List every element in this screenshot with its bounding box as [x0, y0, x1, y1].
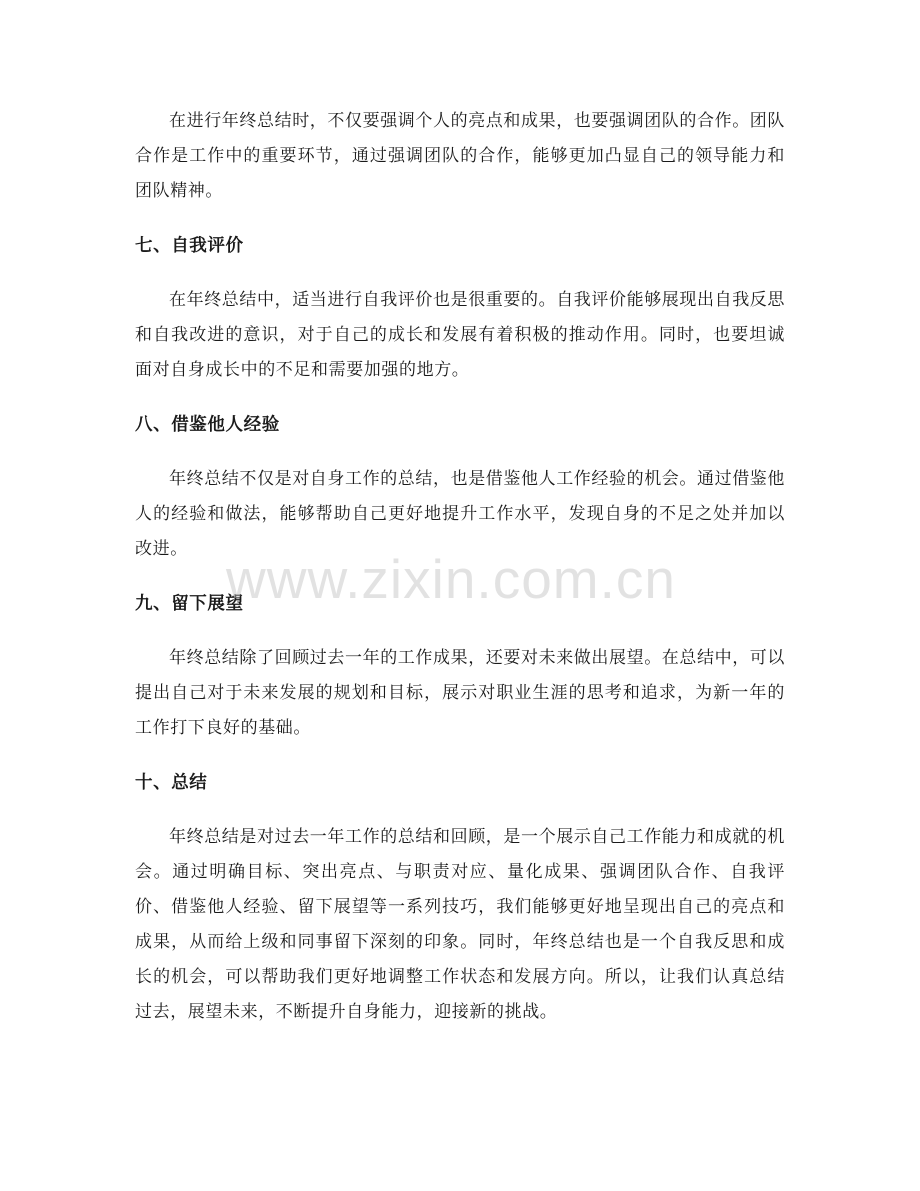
- paragraph-summary: 年终总结是对过去一年工作的总结和回顾，是一个展示自己工作能力和成就的机会。通过明确目标、突出亮点、与职责对应、量化成果、强调团队合作、自我评价、借鉴他人经验、留下展望等一系列技巧，我们能够更好地呈现出自己的亮点和成果，从而给上级和同事留下深刻的印象。同时，年终总结也是一个自我反思和成长的机会，可以帮助我们更好地调整工作状态和发展方向。所以，让我们认真总结过去，展望未来，不断提升自身能力，迎接新的挑战。: [135, 827, 785, 1022]
- section-heading-summary: 十、总结: [135, 773, 208, 793]
- paragraph-team-cooperation: 在进行年终总结时，不仅要强调个人的亮点和成果，也要强调团队的合作。团队合作是工作中的重要环节，通过强调团队的合作，能够更加凸显自己的领导能力和团队精神。: [135, 111, 785, 201]
- watermark: www.zixin.com.cn: [226, 548, 676, 610]
- paragraph-learn-from-others: 年终总结不仅是对自身工作的总结，也是借鉴他人工作经验的机会。通过借鉴他人的经验和做法，能够帮助自己更好地提升工作水平，发现自身的不足之处并加以改进。: [135, 469, 785, 559]
- paragraph-self-evaluation: 在年终总结中，适当进行自我评价也是很重要的。自我评价能够展现出自我反思和自我改进的意识，对于自己的成长和发展有着积极的推动作用。同时，也要坦诚面对自身成长中的不足和需要加强的地方。: [135, 290, 785, 380]
- document-body: [135, 104, 785, 1030]
- section-heading-outlook: 九、留下展望: [135, 594, 244, 614]
- section-heading-learn-from-others: 八、借鉴他人经验: [135, 415, 280, 435]
- paragraph-outlook: 年终总结除了回顾过去一年的工作成果，还要对未来做出展望。在总结中，可以提出自己对于未来发展的规划和目标，展示对职业生涯的思考和追求，为新一年的工作打下良好的基础。: [135, 648, 785, 738]
- section-heading-self-evaluation: 七、自我评价: [135, 236, 244, 256]
